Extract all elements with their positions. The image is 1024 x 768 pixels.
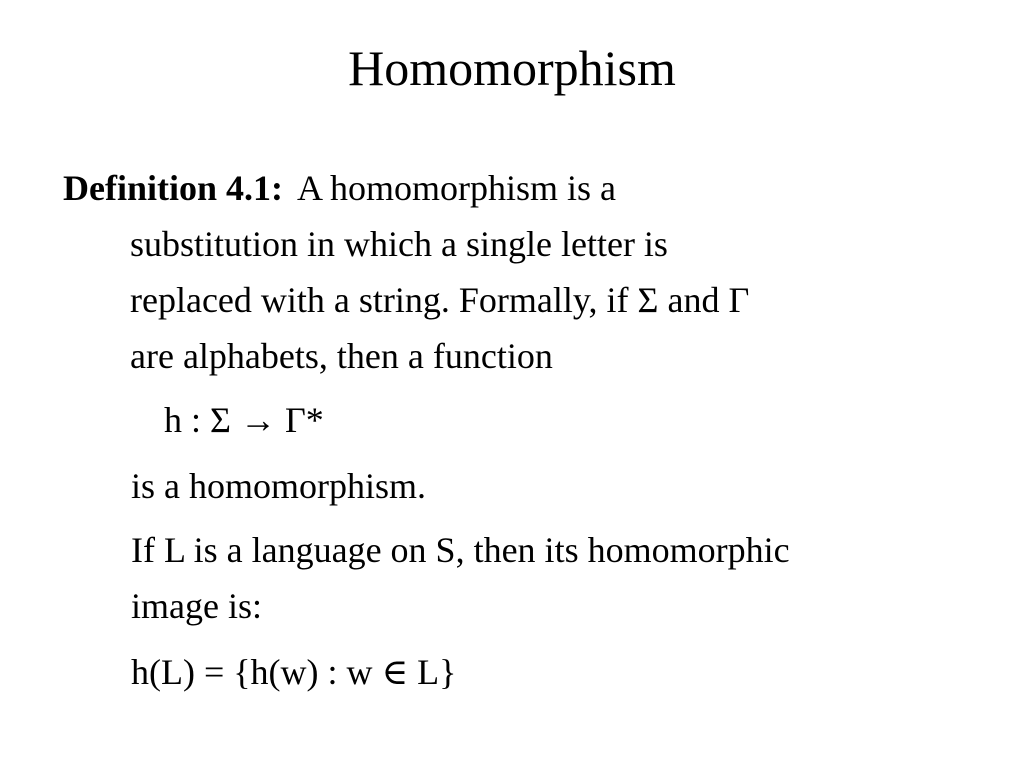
definition-first-line xyxy=(63,160,983,216)
definition-text-4: are alphabets, then a function xyxy=(130,336,553,376)
definition-text-3: replaced with a string. Formally, if Σ and Γ xyxy=(130,280,750,320)
definition-label: Definition 4.1: xyxy=(63,168,283,208)
slide-title: Homomorphism xyxy=(348,40,676,96)
image-formula: h(L) = {h(w) : w ∈ L} xyxy=(131,652,457,692)
image-text-2: image is: xyxy=(131,586,262,626)
definition-text-1: A homomorphism is a xyxy=(297,168,617,208)
function-formula: h : Σ → Γ* xyxy=(164,400,324,440)
is-homomorphism-text: is a homomorphism. xyxy=(131,466,426,506)
homomorphic-image-paragraph xyxy=(131,522,790,634)
definition-paragraph xyxy=(63,160,983,384)
image-text-1: If L is a language on S, then its homomorphic xyxy=(131,530,790,570)
definition-text-2: substitution in which a single letter is xyxy=(130,224,668,264)
